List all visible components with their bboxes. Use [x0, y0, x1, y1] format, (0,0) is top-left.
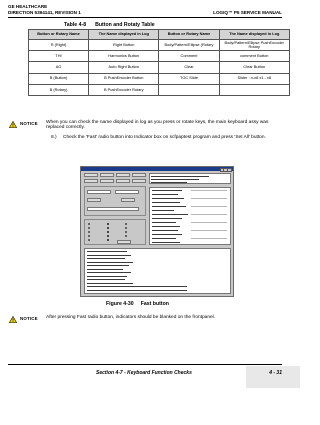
step-text: Check the 'Fast' radio button into Indicator box on scfpaptest program and press 'Set All' button.: [63, 135, 266, 140]
table-number: Table 4-8: [64, 22, 87, 28]
log-line: [87, 265, 129, 266]
table-cell: Clear: [159, 62, 219, 73]
checkbox[interactable]: [107, 239, 109, 241]
table-cell: [219, 84, 290, 95]
figure-title: Fast button: [140, 301, 169, 307]
table-cell: B (Rotary): [29, 84, 89, 95]
log-line: [87, 272, 131, 273]
table-cell: Body/Pattern/Ellipse (Rotary: [159, 40, 219, 51]
company-name: GE HEALTHCARE: [8, 4, 48, 9]
app-button[interactable]: [84, 179, 98, 183]
table-header-cell: Button or Rotary Name: [29, 30, 89, 40]
table-header-cell: The Name displayed in Log: [89, 30, 159, 40]
document-direction: DIRECTION 5394141, REVISION 1: [8, 9, 81, 15]
app-button[interactable]: [132, 173, 146, 177]
manual-title: LOGIQ™ P5 SERVICE MANUAL: [213, 9, 282, 15]
app-button[interactable]: [116, 179, 130, 183]
log-line: [87, 255, 131, 256]
table-cell: B PushEncoder Button: [89, 73, 159, 84]
radio-button[interactable]: [125, 223, 127, 225]
button-rotary-table: [28, 29, 290, 96]
radio-button[interactable]: [125, 231, 127, 233]
table-cell: Harmonics Button: [89, 51, 159, 62]
app-button[interactable]: [100, 173, 114, 177]
table-cell: THI: [29, 51, 89, 62]
text-line: [152, 242, 180, 243]
log-line: [87, 276, 127, 277]
log-line: [87, 269, 123, 270]
table-cell: Slider : n-x8 x1 - x8: [219, 73, 290, 84]
footer-section: Section 4-7 - Keyboard Function Checks: [96, 370, 192, 376]
table-row: [29, 62, 290, 73]
table-row: [29, 51, 290, 62]
log-line: [87, 258, 125, 259]
table-row: [29, 84, 290, 95]
table-cell: AO: [29, 62, 89, 73]
text-line: [151, 176, 209, 177]
log-line: [87, 251, 127, 252]
radio-button[interactable]: [88, 235, 90, 237]
warning-icon: [9, 316, 17, 323]
step-number: 8.): [51, 135, 57, 140]
notice-label: NOTICE: [20, 121, 38, 126]
divider: [191, 198, 227, 199]
text-line: [152, 202, 180, 203]
text-line: [152, 210, 174, 211]
close-icon: [227, 168, 232, 173]
notice-text: After pressing Fast radio button, indicators should be blanked on the frontpanel.: [46, 314, 216, 320]
text-line: [152, 198, 184, 199]
footer-rule: [8, 364, 282, 365]
table-cell: [159, 84, 219, 95]
table-header-cell: The Name displayed in Log: [219, 30, 290, 40]
table-cell: TGC Slide: [159, 73, 219, 84]
radio-button[interactable]: [88, 231, 90, 233]
warning-icon: [9, 121, 17, 128]
radio-button[interactable]: [125, 227, 127, 229]
text-line: [151, 182, 187, 183]
table-header-cell: Button or Rotary Name: [159, 30, 219, 40]
table-cell: R (Right): [29, 40, 89, 51]
table-cell: Right Button: [89, 40, 159, 51]
text-line: [152, 190, 182, 191]
text-line: [152, 234, 182, 235]
table-caption: [64, 22, 155, 28]
log-line: [87, 286, 187, 287]
app-button[interactable]: [117, 240, 131, 244]
item-list[interactable]: [149, 187, 231, 245]
divider: [191, 238, 227, 239]
table-cell: comment Button: [219, 51, 290, 62]
app-button[interactable]: [87, 198, 101, 202]
header-left: [8, 4, 81, 15]
text-line: [152, 218, 182, 219]
input-field[interactable]: [87, 190, 111, 194]
input-field[interactable]: [115, 190, 139, 194]
text-line: [152, 206, 186, 207]
text-line: [152, 238, 176, 239]
checkbox[interactable]: [107, 223, 109, 225]
log-line: [87, 279, 125, 280]
checkbox[interactable]: [107, 227, 109, 229]
radio-button[interactable]: [88, 239, 90, 241]
divider: [191, 230, 227, 231]
text-line: [152, 226, 180, 227]
window-titlebar: [81, 167, 233, 171]
table-cell: Clear Button: [219, 62, 290, 73]
radio-button[interactable]: [125, 235, 127, 237]
app-button[interactable]: [121, 198, 135, 202]
log-line: [87, 262, 133, 263]
log-line: [87, 283, 133, 284]
notice-label: NOTICE: [20, 316, 38, 321]
table-cell: Comment: [159, 51, 219, 62]
app-button[interactable]: [84, 173, 98, 177]
app-button[interactable]: [132, 179, 146, 183]
radio-button[interactable]: [88, 223, 90, 225]
table-cell: Body/Pattern/Ellipse PushEncoder Rotary: [219, 40, 290, 51]
divider: [191, 214, 227, 215]
table-cell: Auto Right Button: [89, 62, 159, 73]
table-cell: B PushEncoder Rotary: [89, 84, 159, 95]
app-button[interactable]: [100, 179, 114, 183]
text-line: [151, 179, 199, 180]
divider: [191, 222, 227, 223]
text-line: [152, 194, 178, 195]
text-line: [152, 230, 178, 231]
table-row: [29, 40, 290, 51]
divider: [191, 206, 227, 207]
figure-number: Figure 4-30: [106, 301, 134, 307]
divider: [191, 190, 227, 191]
table-row: [29, 73, 290, 84]
table-title: Button and Rotaty Table: [95, 22, 155, 28]
log-line: [87, 290, 187, 291]
fast-button-screenshot: [80, 166, 234, 297]
checkbox[interactable]: [107, 231, 109, 233]
text-line: [152, 214, 188, 215]
notice-text: When you can check the name displayed in log as you press or rotate keys, the main keyboard assy was replaced correctly.: [46, 119, 269, 131]
input-field[interactable]: [87, 207, 139, 211]
checkbox[interactable]: [107, 235, 109, 237]
radio-button[interactable]: [88, 227, 90, 229]
indicator-group: [84, 219, 146, 245]
header-rule: [8, 17, 282, 18]
text-line: [152, 222, 176, 223]
figure-caption: [106, 301, 169, 307]
page-number: 4 - 31: [269, 370, 282, 376]
table-header-row: [29, 30, 290, 40]
table-cell: B (Button): [29, 73, 89, 84]
app-button[interactable]: [116, 173, 130, 177]
